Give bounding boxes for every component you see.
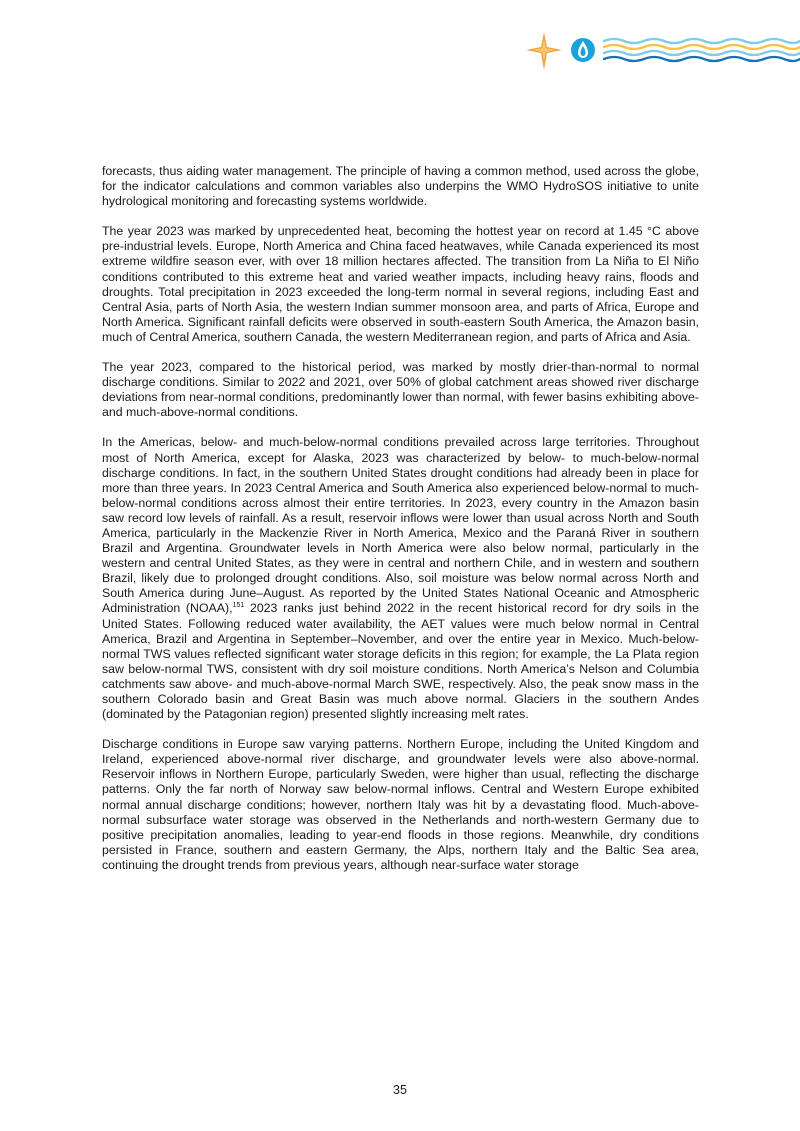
americas-text-part-2: 2023 ranks just behind 2022 in the recent historical record for dry soils in the United States. Following reduced water availability, the AET values were much below normal in Central America, Brazil and Argentina in September–November, and over the entire year in Mexico. Much-below-normal TWS values reflected significant water storage deficits in this region; for example, the La Plata region saw below-normal TWS, consistent with dry soil moisture conditions. North America’s Nelson and Columbia catchments saw above- and much-above-normal March SWE, respectively. Also, the peak snow mass in the southern Colorado basin and Great Basin was much above normal. Glaciers in the southern Andes (dominated by the Patagonian region) presented slightly increasing melt rates.	[102, 601, 699, 722]
paragraph-discharge-conditions: The year 2023, compared to the historical period, was marked by mostly drier-than-normal to normal discharge conditions. Similar to 2022 and 2021, over 50% of global catchment areas showed river discharge deviations from near-normal conditions, predominantly lower than normal, with fewer basins exhibiting above- and much-above-normal conditions.	[102, 360, 699, 420]
paragraph-europe: Discharge conditions in Europe saw varying patterns. Northern Europe, including the United Kingdom and Ireland, experienced above-normal river discharge, and groundwater levels were also above-normal. Reservoir inflows in Northern Europe, particularly Sweden, were higher than usual, reflecting the discharge patterns. Only the far north of Norway saw below-normal inflows. Central and Western Europe exhibited normal annual discharge conditions; however, northern Italy was hit by a devastating flood. Much-above-normal subsurface water storage was observed in the Netherlands and north-western Germany due to positive precipitation anomalies, leading to year-end floods in those regions. Meanwhile, dry conditions persisted in France, southern and eastern Germany, the Alps, northern Italy and the Baltic Sea area, continuing the drought trends from previous years, although near-surface water storage	[102, 737, 699, 872]
paragraph-americas	[102, 435, 699, 722]
waves-icon	[604, 39, 800, 61]
paragraph-hydrosos: forecasts, thus aiding water management. The principle of having a common method, used across the globe, for the indicator calculations and common variables also underpins the WMO HydroSOS initiative to unite hydrological monitoring and forecasting systems worldwide.	[102, 164, 699, 209]
paragraph-2023-heat: The year 2023 was marked by unprecedented heat, becoming the hottest year on record at 1.45 °C above pre-industrial levels. Europe, North America and China faced heatwaves, while Canada experienced its most extreme wildfire season ever, with over 18 million hectares affected. The transition from La Niña to El Niño conditions contributed to this extreme heat and varied weather impacts, including heavy rains, floods and droughts. Total precipitation in 2023 exceeded the long-term normal in several regions, including East and Central Asia, parts of North Asia, the western Indian summer monsoon area, and parts of Africa, Europe and North America. Significant rainfall deficits were observed in south-eastern South America, the Amazon basin, much of Central America, southern Canada, the western Mediterranean region, and parts of Africa and Asia.	[102, 224, 699, 344]
americas-text-part-1: In the Americas, below- and much-below-normal conditions prevailed across large territories. Throughout most of North America, except for Alaska, 2023 was characterized by below- to much-below-normal discharge conditions. In fact, in the southern United States drought conditions had already been in place for more than three years. In 2023 Central America and South America also experienced below-normal to much-below-normal conditions across almost their entire territories. In 2023, every country in the Amazon basin saw record low levels of rainfall. As a result, reservoir inflows were lower than usual across North and South America, particularly in the Mackenzie River in North America, Mexico and the Paraná River in southern Brazil and Argentina. Groundwater levels in North America were also below normal, particularly in the western and central United States, as they were in central and northern Chile, and in western and southern Brazil, likely due to prolonged drought conditions. Also, soil moisture was below normal across North and South America during June–August. As reported by the United States National Oceanic and Atmospheric Administration (NOAA),	[102, 435, 699, 616]
body-text	[102, 164, 699, 888]
footnote-reference[interactable]: 151	[232, 602, 245, 610]
star-icon	[526, 32, 562, 70]
page-number: 35	[393, 1083, 407, 1097]
water-drop-icon	[571, 38, 595, 62]
header-decoration	[524, 28, 800, 78]
